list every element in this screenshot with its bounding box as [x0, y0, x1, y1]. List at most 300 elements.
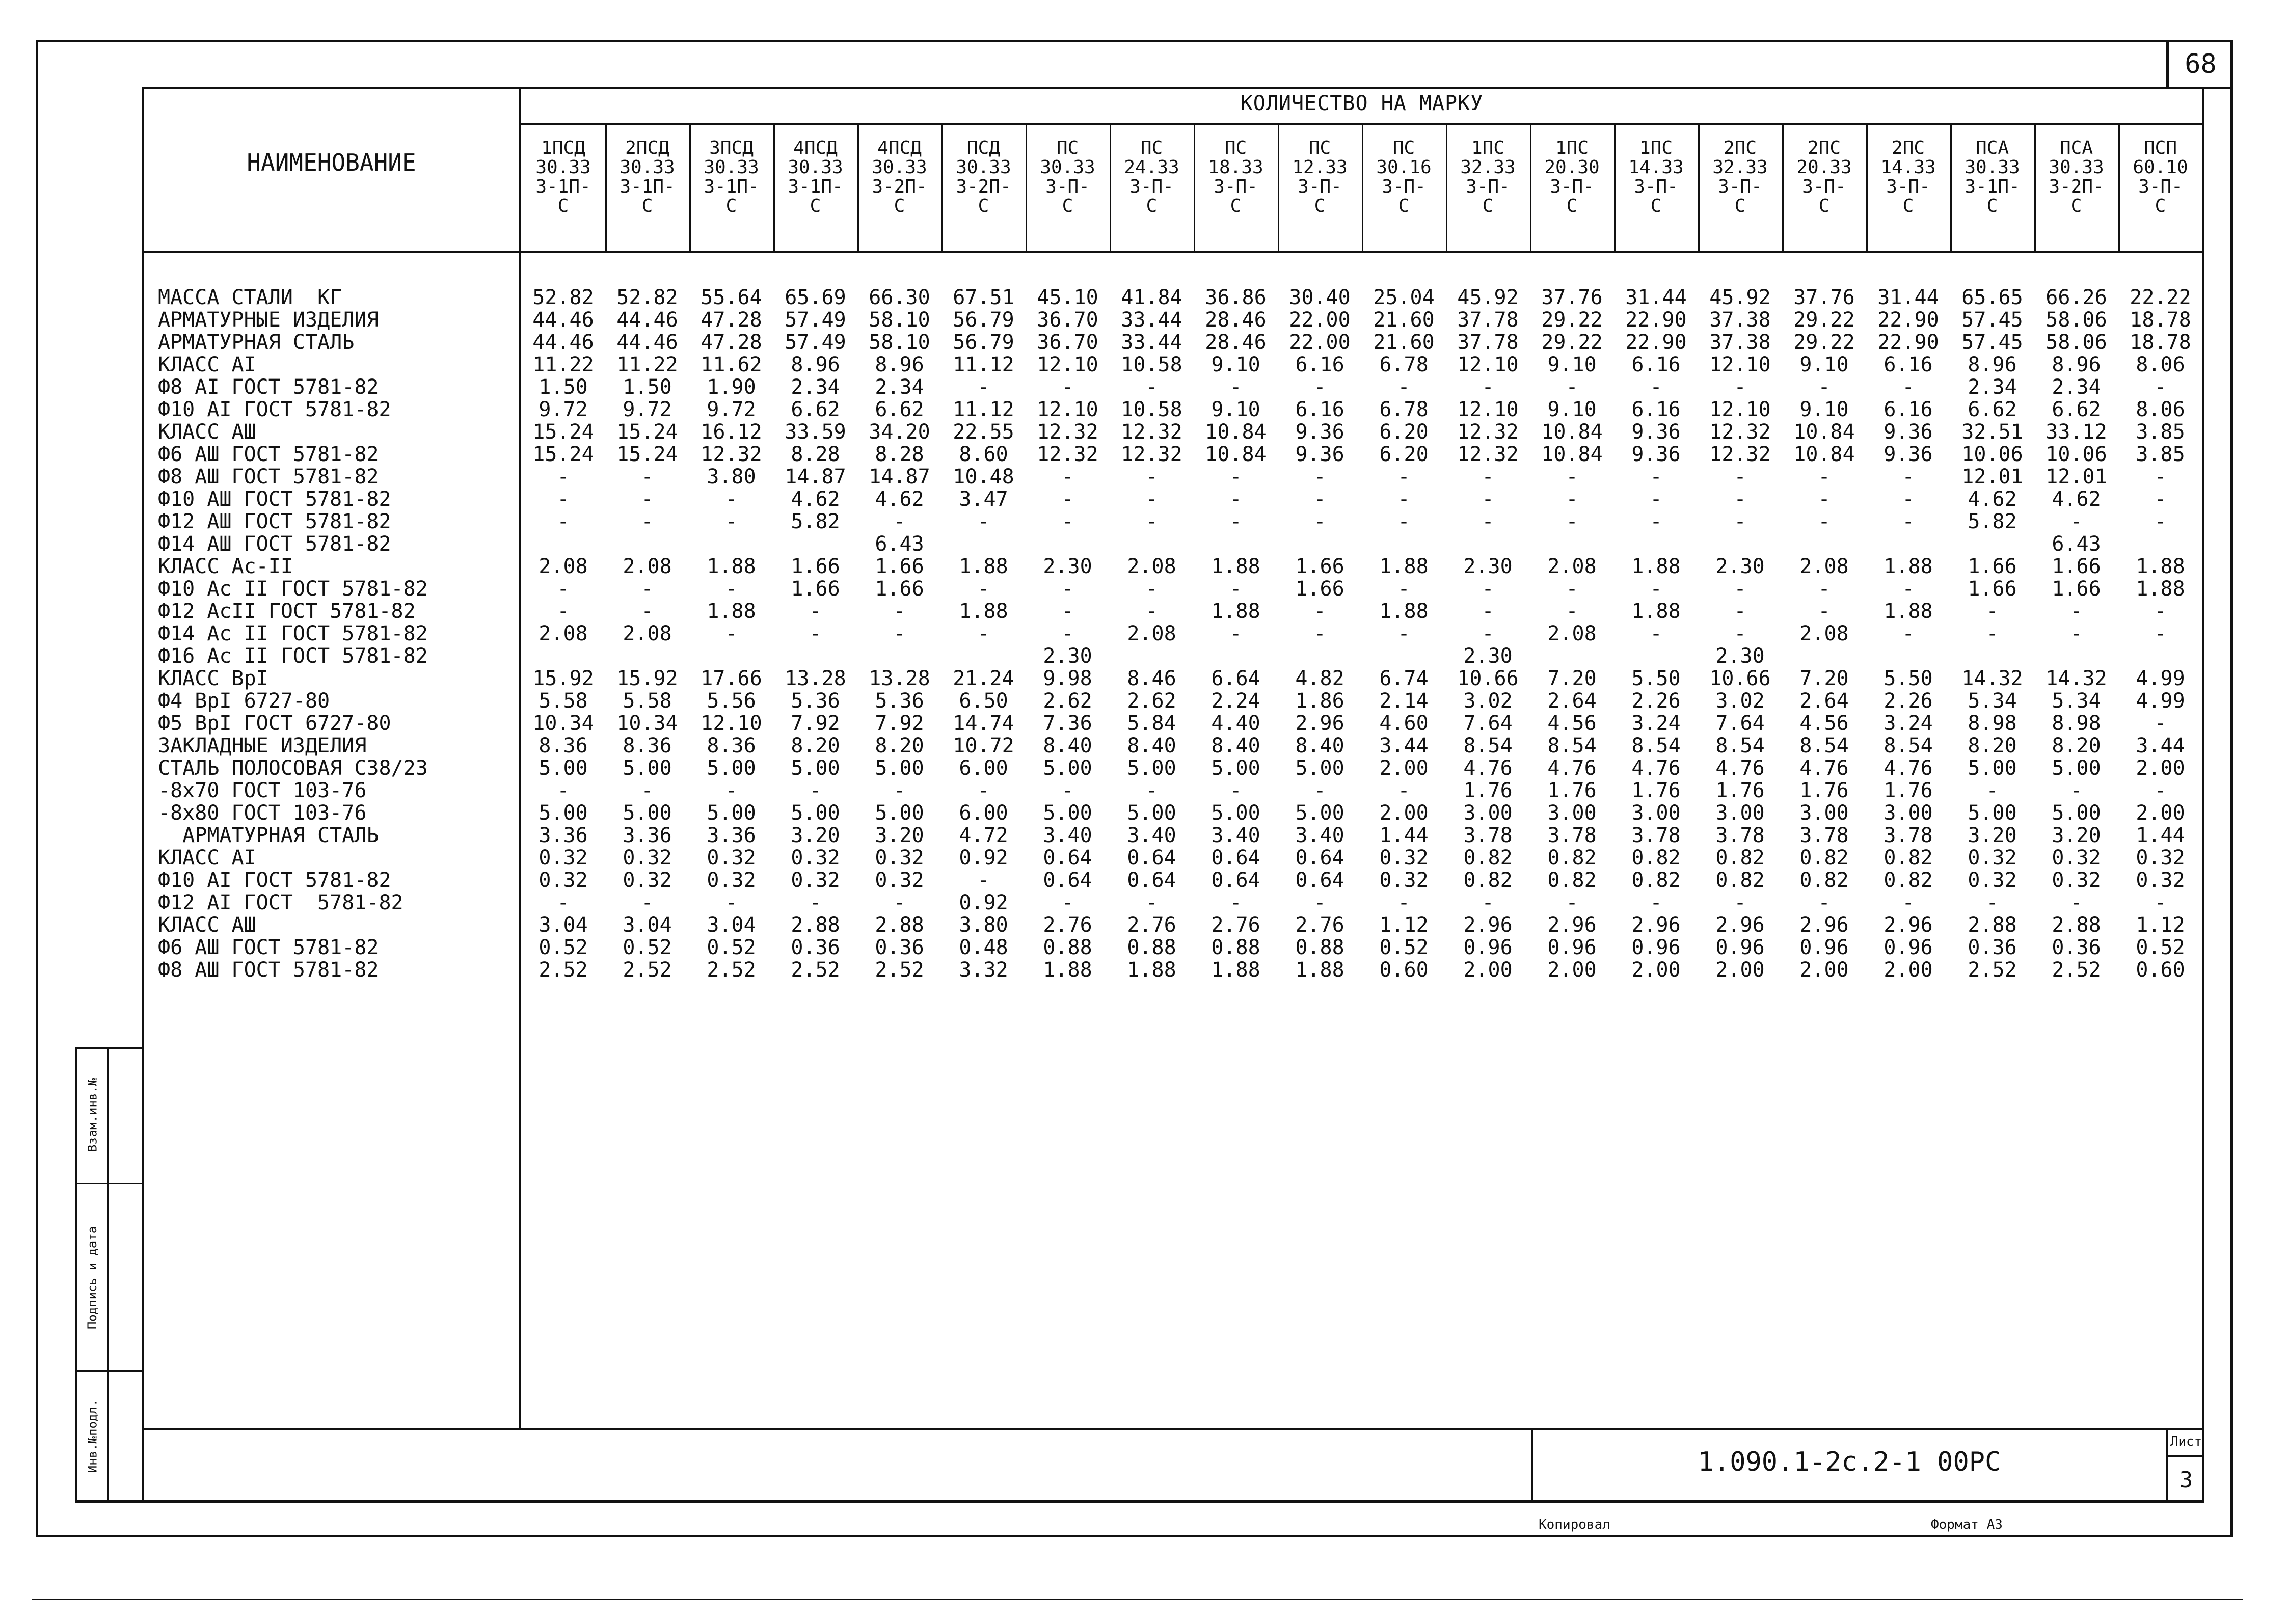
table-cell: 45.92 — [1709, 286, 1771, 309]
table-cell: 1.90 — [707, 375, 756, 399]
table-cell: 4.76 — [1715, 756, 1765, 780]
table-cell: 10.34 — [532, 712, 594, 735]
table-cell: 0.32 — [623, 869, 672, 892]
table-cell: 47.28 — [701, 331, 762, 354]
table-cell: 5.00 — [875, 756, 924, 780]
table-cell: 9.10 — [1211, 398, 1260, 421]
table-cell: 3.40 — [1127, 824, 1176, 847]
table-cell: 9.36 — [1295, 443, 1344, 466]
table-cell: - — [1902, 465, 1915, 489]
table-cell: 3.80 — [959, 913, 1008, 937]
table-cell: 45.92 — [1457, 286, 1519, 309]
table-cell: 5.00 — [1127, 756, 1176, 780]
table-cell: 6.16 — [1884, 353, 1933, 376]
table-cell: 57.49 — [785, 331, 846, 354]
table-cell: - — [1145, 375, 1158, 399]
table-cell: 2.00 — [2136, 756, 2185, 780]
column-header: ПС 12.33 3-П- С — [1292, 138, 1348, 216]
table-cell: 2.30 — [1715, 555, 1765, 578]
table-cell: - — [1734, 375, 1746, 399]
table-cell: 5.58 — [539, 689, 588, 713]
table-cell: 1.88 — [2136, 577, 2185, 601]
table-cell: 1.88 — [1884, 555, 1933, 578]
table-cell: - — [809, 622, 822, 645]
row-name: МАССА СТАЛИ КГ — [158, 286, 342, 309]
table-cell: - — [1566, 375, 1578, 399]
table-cell: 55.64 — [701, 286, 762, 309]
table-cell: 0.88 — [1295, 936, 1344, 959]
table-cell: 0.32 — [1379, 869, 1429, 892]
table-cell: 8.40 — [1211, 734, 1260, 757]
table-cell: - — [1061, 891, 1074, 914]
table-cell: 14.32 — [2046, 667, 2107, 690]
table-cell: - — [725, 779, 738, 802]
table-cell: 67.51 — [953, 286, 1014, 309]
table-cell: 12.10 — [701, 712, 762, 735]
table-cell: 0.32 — [1968, 846, 2017, 870]
table-cell: 5.00 — [1043, 756, 1092, 780]
row-name: Ф5 ВрI ГОСТ 6727-80 — [158, 712, 391, 735]
table-cell: 9.10 — [1547, 398, 1597, 421]
table-cell: 8.20 — [875, 734, 924, 757]
table-cell: 5.34 — [1968, 689, 2017, 713]
table-cell: 1.88 — [1379, 555, 1429, 578]
table-cell: - — [1061, 375, 1074, 399]
table-cell: - — [1482, 375, 1494, 399]
row-name: Ф16 Ас II ГОСТ 5781-82 — [158, 644, 428, 668]
table-cell: 1.50 — [623, 375, 672, 399]
table-cell: 5.36 — [791, 689, 840, 713]
table-cell: - — [1061, 779, 1074, 802]
table-cell: 4.76 — [1799, 756, 1849, 780]
table-cell: 0.64 — [1295, 846, 1344, 870]
table-cell: - — [1397, 622, 1410, 645]
table-cell: 15.92 — [616, 667, 678, 690]
table-cell: 2.08 — [1799, 622, 1849, 645]
table-cell: 44.46 — [532, 331, 594, 354]
table-cell: 0.32 — [791, 869, 840, 892]
table-cell: 36.86 — [1205, 286, 1267, 309]
table-cell: 2.34 — [1968, 375, 2017, 399]
table-cell: 11.62 — [701, 353, 762, 376]
table-cell: 1.76 — [1631, 779, 1681, 802]
table-cell: - — [1902, 891, 1915, 914]
row-name: Ф10 Ас II ГОСТ 5781-82 — [158, 577, 428, 601]
table-cell: 3.32 — [959, 958, 1008, 982]
table-cell: 10.84 — [1541, 443, 1603, 466]
table-cell: - — [893, 891, 906, 914]
table-cell: 1.66 — [875, 555, 924, 578]
table-cell: - — [1313, 375, 1326, 399]
table-cell: 0.64 — [1127, 869, 1176, 892]
table-cell: 14.74 — [953, 712, 1014, 735]
table-cell: 12.32 — [1121, 420, 1182, 444]
table-cell: 3.78 — [1715, 824, 1765, 847]
table-cell: 2.08 — [1127, 555, 1176, 578]
table-cell: - — [1229, 779, 1242, 802]
table-cell: - — [1229, 375, 1242, 399]
table-cell: 9.98 — [1043, 667, 1092, 690]
table-cell: 10.84 — [1793, 443, 1855, 466]
table-cell: 0.96 — [1463, 936, 1513, 959]
table-cell: 0.82 — [1547, 846, 1597, 870]
table-cell: 0.64 — [1295, 869, 1344, 892]
table-cell: - — [1397, 488, 1410, 511]
table-cell: 3.04 — [623, 913, 672, 937]
table-cell: 8.40 — [1295, 734, 1344, 757]
table-cell: 2.52 — [791, 958, 840, 982]
table-cell: 0.64 — [1211, 869, 1260, 892]
table-cell: 3.00 — [1463, 801, 1513, 825]
table-cell: - — [1986, 622, 1999, 645]
table-cell: - — [1566, 488, 1578, 511]
table-cell: 1.76 — [1547, 779, 1597, 802]
row-name: -8х70 ГОСТ 103-76 — [158, 779, 367, 802]
table-cell: 3.02 — [1463, 689, 1513, 713]
table-cell: - — [1818, 891, 1831, 914]
table-cell: 4.99 — [2136, 689, 2185, 713]
table-cell: 6.74 — [1379, 667, 1429, 690]
table-cell: 7.92 — [875, 712, 924, 735]
column-header: ПСА 30.33 3-2П- С — [2049, 138, 2104, 216]
table-cell: 5.82 — [1968, 510, 2017, 533]
table-cell: - — [641, 600, 654, 623]
table-cell: 9.10 — [1547, 353, 1597, 376]
table-cell: 0.64 — [1127, 846, 1176, 870]
table-cell: 5.00 — [1211, 801, 1260, 825]
table-cell: 1.88 — [1884, 600, 1933, 623]
table-cell: - — [1397, 465, 1410, 489]
row-name: Ф8 АI ГОСТ 5781-82 — [158, 375, 379, 399]
table-cell: 5.00 — [1127, 801, 1176, 825]
table-cell: - — [1313, 779, 1326, 802]
table-cell: 0.36 — [875, 936, 924, 959]
table-cell: - — [1902, 510, 1915, 533]
table-cell: - — [977, 779, 990, 802]
table-cell: 11.12 — [953, 353, 1014, 376]
frame-right — [2230, 40, 2233, 1537]
table-cell: 1.88 — [1211, 958, 1260, 982]
table-cell: 10.58 — [1121, 398, 1182, 421]
table-cell: 1.88 — [1127, 958, 1176, 982]
table-cell: 6.64 — [1211, 667, 1260, 690]
table-cell: 1.66 — [875, 577, 924, 601]
table-cell: 2.08 — [539, 622, 588, 645]
table-cell: 3.00 — [1631, 801, 1681, 825]
table-cell: 15.24 — [532, 420, 594, 444]
row-name: АРМАТУРНАЯ СТАЛЬ — [158, 331, 355, 354]
table-cell: - — [1818, 488, 1831, 511]
table-cell: 12.32 — [1457, 420, 1519, 444]
table-cell: 37.76 — [1541, 286, 1603, 309]
table-cell: - — [1061, 622, 1074, 645]
table-cell: 29.22 — [1793, 308, 1855, 332]
table-cell: - — [977, 375, 990, 399]
sheet-label: Лист — [2170, 1434, 2202, 1449]
table-cell: 2.96 — [1884, 913, 1933, 937]
table-cell: 2.96 — [1295, 712, 1344, 735]
table-cell: 32.51 — [1961, 420, 2023, 444]
table-cell: 3.78 — [1799, 824, 1849, 847]
table-cell: 16.12 — [701, 420, 762, 444]
table-cell: 0.82 — [1631, 846, 1681, 870]
table-cell: 45.10 — [1037, 286, 1098, 309]
table-cell: 3.00 — [1547, 801, 1597, 825]
table-cell: - — [641, 577, 654, 601]
table-cell: - — [1734, 600, 1746, 623]
table-cell: 5.00 — [707, 756, 756, 780]
table-cell: 57.49 — [785, 308, 846, 332]
table-cell: 0.36 — [1968, 936, 2017, 959]
table-cell: 3.20 — [875, 824, 924, 847]
table-cell: 37.78 — [1457, 331, 1519, 354]
table-cell: - — [2070, 510, 2083, 533]
table-cell: 2.30 — [1043, 644, 1092, 668]
table-cell: 12.32 — [1457, 443, 1519, 466]
table-cell: 9.10 — [1799, 398, 1849, 421]
table-cell: - — [893, 510, 906, 533]
table-cell: 2.08 — [1799, 555, 1849, 578]
table-cell: 2.08 — [1127, 622, 1176, 645]
table-cell: 2.00 — [1463, 958, 1513, 982]
table-cell: - — [1650, 465, 1662, 489]
table-cell: 3.40 — [1211, 824, 1260, 847]
table-cell: 8.20 — [1968, 734, 2017, 757]
column-header: ПСП 60.10 3-П- С — [2133, 138, 2188, 216]
table-cell: 10.72 — [953, 734, 1014, 757]
table-cell: 0.88 — [1127, 936, 1176, 959]
table-bottom — [142, 1428, 2204, 1430]
table-cell: 28.46 — [1205, 331, 1267, 354]
table-cell: - — [641, 510, 654, 533]
table-cell: - — [809, 600, 822, 623]
titleblock-left — [1531, 1429, 1533, 1503]
table-cell: 29.22 — [1793, 331, 1855, 354]
table-cell: 0.48 — [959, 936, 1008, 959]
table-cell: 1.88 — [2136, 555, 2185, 578]
column-header: 2ПС 20.33 3-П- С — [1796, 138, 1852, 216]
table-cell: 0.52 — [539, 936, 588, 959]
table-cell: - — [1818, 375, 1831, 399]
table-cell: - — [1734, 465, 1746, 489]
table-cell: - — [1818, 600, 1831, 623]
column-header: 2ПС 32.33 3-П- С — [1712, 138, 1768, 216]
table-cell: 12.01 — [1961, 465, 2023, 489]
table-cell: 5.00 — [623, 756, 672, 780]
table-cell: 2.96 — [1547, 913, 1597, 937]
table-cell: 18.78 — [2130, 331, 2191, 354]
table-cell: 10.84 — [1793, 420, 1855, 444]
table-cell: 3.44 — [2136, 734, 2185, 757]
table-cell: - — [1734, 488, 1746, 511]
table-cell: - — [1229, 891, 1242, 914]
table-cell: 6.16 — [1295, 353, 1344, 376]
table-cell: 2.76 — [1043, 913, 1092, 937]
table-cell: 4.56 — [1799, 712, 1849, 735]
table-cell: 9.36 — [1884, 420, 1933, 444]
table-cell: 2.30 — [1463, 644, 1513, 668]
table-cell: - — [1734, 510, 1746, 533]
table-cell: 5.58 — [623, 689, 672, 713]
table-cell: 15.24 — [616, 420, 678, 444]
table-cell: 52.82 — [532, 286, 594, 309]
table-cell: - — [1061, 510, 1074, 533]
titleblock-sheet-label-line — [2166, 1455, 2204, 1457]
row-name: КЛАСС ВрI — [158, 667, 268, 690]
table-cell: - — [2154, 465, 2167, 489]
table-cell: 4.62 — [1968, 488, 2017, 511]
table-cell: 0.36 — [791, 936, 840, 959]
table-cell: 0.92 — [959, 846, 1008, 870]
table-cell: - — [1061, 488, 1074, 511]
table-cell: 8.54 — [1715, 734, 1765, 757]
table-cell: 1.88 — [1043, 958, 1092, 982]
table-cell: 21.60 — [1373, 308, 1435, 332]
table-cell: 29.22 — [1541, 308, 1603, 332]
table-cell: - — [1650, 510, 1662, 533]
table-cell: 0.96 — [1715, 936, 1765, 959]
table-cell: - — [2154, 510, 2167, 533]
table-cell: 1.76 — [1463, 779, 1513, 802]
table-cell: - — [1482, 488, 1494, 511]
table-cell: 29.22 — [1541, 331, 1603, 354]
table-cell: - — [1734, 622, 1746, 645]
column-header: 3ПСД 30.33 3-1П- С — [704, 138, 759, 216]
table-cell: 2.00 — [1799, 958, 1849, 982]
table-cell: 1.66 — [1968, 555, 2017, 578]
table-cell: 0.32 — [875, 846, 924, 870]
table-cell: 8.54 — [1799, 734, 1849, 757]
table-cell: 12.32 — [1709, 420, 1771, 444]
table-cell: 2.52 — [2052, 958, 2101, 982]
table-cell: 0.32 — [875, 869, 924, 892]
column-header: 2ПС 14.33 3-П- С — [1880, 138, 1936, 216]
table-cell: - — [1397, 891, 1410, 914]
table-cell: - — [1734, 577, 1746, 601]
table-cell: 10.84 — [1541, 420, 1603, 444]
table-cell: 2.76 — [1295, 913, 1344, 937]
table-cell: 2.62 — [1043, 689, 1092, 713]
table-cell: 3.80 — [707, 465, 756, 489]
stamp-inner-left — [107, 1047, 109, 1503]
table-cell: 0.32 — [707, 869, 756, 892]
table-cell: 0.32 — [2052, 846, 2101, 870]
table-cell: 8.28 — [791, 443, 840, 466]
signature-date-label: Подпись и дата — [85, 1226, 100, 1329]
table-cell: 12.10 — [1037, 353, 1098, 376]
table-cell: 5.82 — [791, 510, 840, 533]
table-cell: 12.10 — [1037, 398, 1098, 421]
table-cell: 6.00 — [959, 801, 1008, 825]
table-cell: - — [1482, 465, 1494, 489]
table-cell: - — [1145, 510, 1158, 533]
table-cell: 2.76 — [1211, 913, 1260, 937]
table-cell: 8.28 — [875, 443, 924, 466]
table-cell: 0.82 — [1884, 846, 1933, 870]
table-cell: 0.88 — [1211, 936, 1260, 959]
table-cell: - — [1145, 577, 1158, 601]
table-cell: 6.16 — [1631, 353, 1681, 376]
inner-frame-left — [142, 87, 144, 1503]
table-cell: - — [1229, 465, 1242, 489]
table-cell: 4.76 — [1547, 756, 1597, 780]
table-cell: 58.10 — [869, 308, 930, 332]
table-cell: 2.88 — [791, 913, 840, 937]
table-cell: 44.46 — [616, 331, 678, 354]
table-cell: 0.82 — [1463, 869, 1513, 892]
inner-frame-bottom — [75, 1500, 2204, 1503]
table-cell: - — [641, 488, 654, 511]
table-cell: 4.40 — [1211, 712, 1260, 735]
frame-bottom — [36, 1535, 2232, 1537]
table-cell: 5.00 — [791, 801, 840, 825]
table-cell: 2.34 — [791, 375, 840, 399]
table-cell: - — [1145, 891, 1158, 914]
table-cell: - — [2154, 622, 2167, 645]
table-cell: 0.36 — [2052, 936, 2101, 959]
table-cell: 0.60 — [2136, 958, 2185, 982]
table-cell: 15.92 — [532, 667, 594, 690]
table-cell: 2.00 — [2136, 801, 2185, 825]
table-cell: 0.82 — [1547, 869, 1597, 892]
table-cell: 3.36 — [623, 824, 672, 847]
table-cell: 3.00 — [1715, 801, 1765, 825]
row-name: Ф4 ВрI 6727-80 — [158, 689, 330, 713]
table-cell: - — [1482, 622, 1494, 645]
table-cell: 2.08 — [1547, 555, 1597, 578]
table-cell: 0.96 — [1884, 936, 1933, 959]
table-cell: 1.66 — [791, 577, 840, 601]
table-cell: - — [2154, 375, 2167, 399]
table-cell: 8.96 — [875, 353, 924, 376]
table-cell: 7.20 — [1547, 667, 1597, 690]
table-cell: - — [1650, 375, 1662, 399]
table-cell: - — [2070, 622, 2083, 645]
table-cell: 3.00 — [1884, 801, 1933, 825]
table-cell: 8.96 — [2052, 353, 2101, 376]
name-column-header: НАИМЕНОВАНИЕ — [247, 149, 416, 176]
table-cell: 1.88 — [1631, 600, 1681, 623]
table-cell: 2.62 — [1127, 689, 1176, 713]
table-cell: 36.70 — [1037, 331, 1098, 354]
table-cell: 2.26 — [1884, 689, 1933, 713]
table-cell: 31.44 — [1625, 286, 1687, 309]
table-cell: - — [1397, 510, 1410, 533]
table-cell: 37.38 — [1709, 331, 1771, 354]
row-name: КЛАСС АШ — [158, 420, 256, 444]
table-cell: 22.00 — [1289, 331, 1351, 354]
table-cell: 18.78 — [2130, 308, 2191, 332]
table-cell: 14.87 — [785, 465, 846, 489]
table-cell: 47.28 — [701, 308, 762, 332]
table-cell: 33.44 — [1121, 308, 1182, 332]
table-cell: 8.40 — [1127, 734, 1176, 757]
table-cell: 22.90 — [1877, 331, 1939, 354]
table-cell: 0.52 — [2136, 936, 2185, 959]
table-cell: 5.56 — [707, 689, 756, 713]
table-cell: - — [1902, 577, 1915, 601]
table-cell: 1.12 — [2136, 913, 2185, 937]
column-header: 1ПСД 30.33 3-1П- С — [535, 138, 591, 216]
table-cell: 37.76 — [1793, 286, 1855, 309]
table-cell: - — [1145, 465, 1158, 489]
table-cell: 6.78 — [1379, 398, 1429, 421]
table-cell: 12.10 — [1709, 353, 1771, 376]
table-cell: 8.60 — [959, 443, 1008, 466]
table-cell: 1.86 — [1295, 689, 1344, 713]
table-cell: - — [1313, 891, 1326, 914]
table-cell: 3.24 — [1631, 712, 1681, 735]
